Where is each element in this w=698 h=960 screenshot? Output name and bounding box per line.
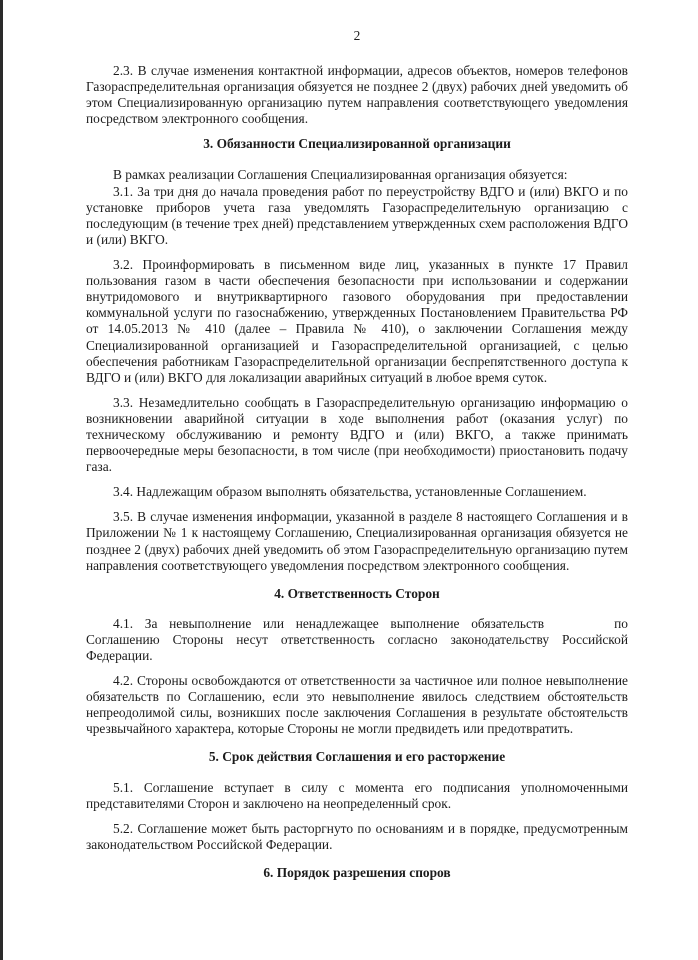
clause-3-5: 3.5. В случае изменения информации, указанной в разделе 8 настоящего Соглашения и в Приложении № 1 к настоящему Соглашению, Специализированная организация обязуется не позднее 2 (двух) рабочих дней уведомить об этом Газораспределительную организацию путем направления соответствующего уведомления посредством электронного сообщения.	[86, 509, 628, 573]
clause-3-2: 3.2. Проинформировать в письменном виде лиц, указанных в пункте 17 Правил пользования газом в части обеспечения безопасности при использовании и содержании внутридомового и внутриквартирного газового оборудования при предоставлении коммунальной услуги по газоснабжению, утвержденных Постановлением Правительства РФ от 14.05.2013 № 410 (далее – Правила № 410), о заключении Соглашения между Специализированной организацией и Газораспределительной организацией, с целью обеспечения работникам Газораспределительной организации беспрепятственного доступа к ВДГО и (или) ВКГО для локализации аварийных ситуаций в любое время суток.	[86, 257, 628, 385]
section-5-heading: 5. Срок действия Соглашения и его расторжение	[208, 749, 506, 765]
clause-3-3: 3.3. Незамедлительно сообщать в Газораспределительную организацию информацию о возникновении аварийной ситуации в ходе выполнения работ (оказания услуг) по техническому обслуживанию и ремонту ВДГО и (или) ВКГО, а также принимать первоочередные меры безопасности, в том числе (при необходимости) приостановить подачу газа.	[86, 394, 628, 475]
section-3-intro: В рамках реализации Соглашения Специализированная организация обязуется:	[113, 166, 568, 182]
section-4-heading: 4. Ответственность Сторон	[274, 585, 440, 601]
clause-3-1: 3.1. За три дня до начала проведения работ по переустройству ВДГО и (или) ВКГО и по установке приборов учета газа уведомлять Газораспределительную организацию с последующим (в течение трех дней) представлением утвержденных схем расположения ВДГО и (или) ВКГО.	[86, 183, 628, 247]
clause-2-3: 2.3. В случае изменения контактной информации, адресов объектов, номеров телефонов Газораспределительная организация обязуется не позднее 2 (двух) рабочих дней уведомить об этом Специализированную организацию путем направления соответствующего уведомления посредством электронного сообщения.	[86, 63, 628, 127]
section-3-heading: 3. Обязанности Специализированной организации	[203, 136, 511, 152]
document-page	[86, 28, 628, 895]
page-number: 2	[353, 28, 361, 43]
clause-5-2: 5.2. Соглашение может быть расторгнуто по основаниям и в порядке, предусмотренным законодательством Российской Федерации.	[86, 820, 628, 852]
clause-3-4: 3.4. Надлежащим образом выполнять обязательства, установленные Соглашением.	[113, 484, 587, 500]
section-6-heading: 6. Порядок разрешения споров	[263, 864, 451, 880]
clause-4-2: 4.2. Стороны освобождаются от ответственности за частичное или полное невыполнение обязательств по Соглашению, если это невыполнение явилось следствием обстоятельств непреодолимой силы, возникших после заключения Соглашения в результате обстоятельств чрезвычайного характера, которые Стороны не могли предвидеть или предотвратить.	[86, 673, 628, 737]
clause-4-1	[86, 616, 628, 664]
clause-4-1-part-b: по Соглашению Стороны несут ответственность согласно законодательству Российской Федерации.	[86, 615, 628, 663]
clause-5-1: 5.1. Соглашение вступает в силу с момента его подписания уполномоченными представителями Сторон и заключено на неопределенный срок.	[86, 779, 628, 811]
clause-4-1-part-a: 4.1. За невыполнение или ненадлежащее выполнение обязательств	[113, 615, 545, 631]
scan-edge	[0, 0, 3, 960]
